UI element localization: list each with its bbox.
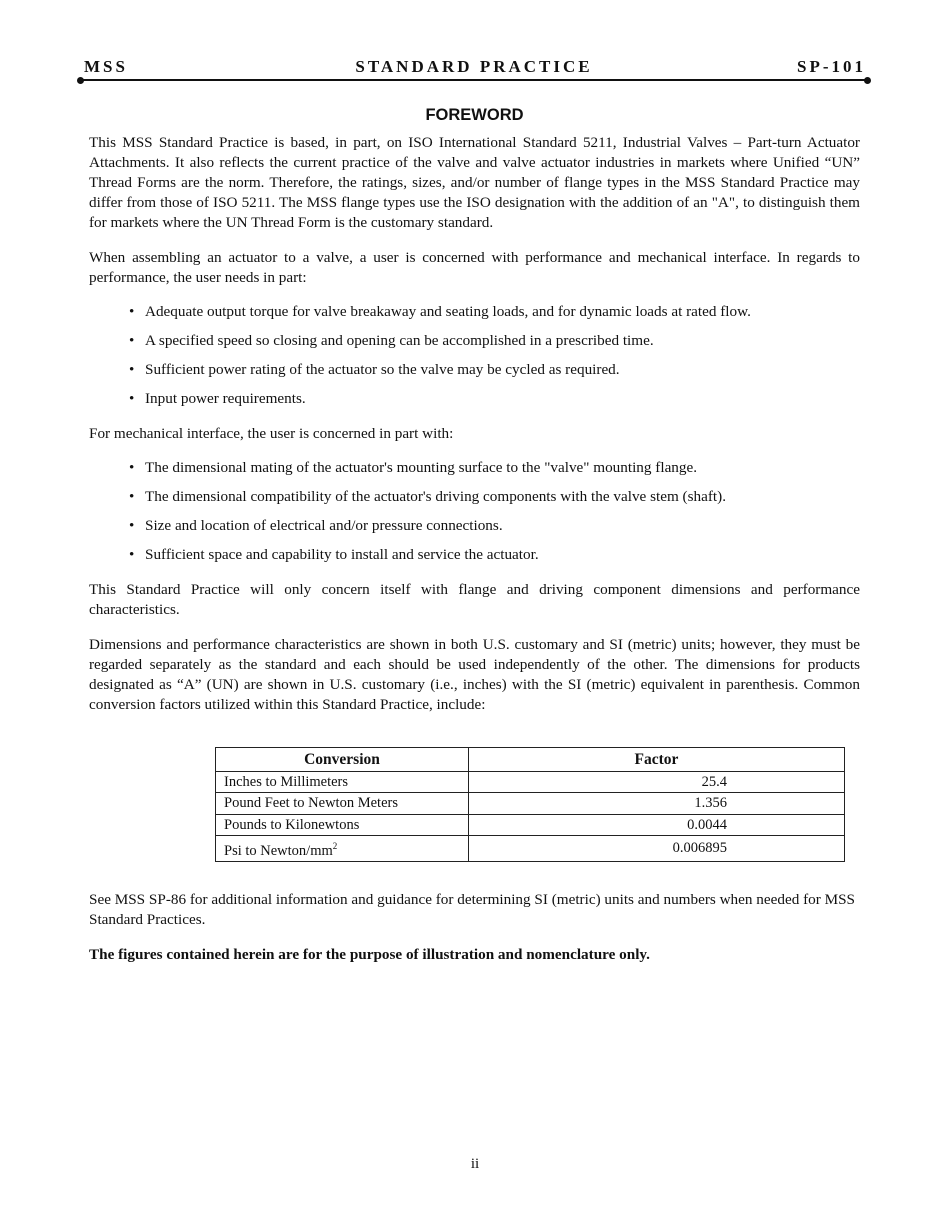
table-cell: 0.0044 [469,814,845,836]
rule-end-dot-left [77,77,84,84]
page-header [78,57,870,81]
list-item: • A specified speed so closing and opening can be accomplished in a prescribed time. [129,331,860,351]
rule-end-dot-right [864,77,871,84]
table-row [216,836,845,862]
mechanical-list [89,458,860,565]
paragraph-units: Dimensions and performance characteristics are shown in both U.S. customary and SI (metric) units; however, they must be regarded separately as the standard and each should be used independently of the other. The dimensions for products designated as “A” (UN) are shown in U.S. customary (i.e., inches) with the SI (metric) equivalent in parenthesis. Common conversion factors utilized within this Standard Practice, include: [89,636,860,713]
header-center: STANDARD PRACTICE [355,57,593,76]
list-item: • The dimensional compatibility of the actuator's driving components with the valve stem (shaft). [129,487,860,507]
table-row [216,771,845,793]
header-left: MSS [84,57,128,76]
performance-list [89,302,860,409]
page-title: FOREWORD [425,106,524,124]
list-item: • Sufficient space and capability to install and service the actuator. [129,545,860,565]
header-rule [82,79,868,81]
list-item: • The dimensional mating of the actuator's mounting surface to the "valve" mounting flange. [129,458,860,478]
table-cell: 0.006895 [469,836,845,862]
table-cell [216,836,469,862]
paragraph-intro: This MSS Standard Practice is based, in part, on ISO International Standard 5211, Industrial Valves – Part-turn Actuator Attachments. It also reflects the current practice of the valve and valve actuator industries in markets where Unified “UN” Thread Forms are the norm. Therefore, the ratings, sizes, and/or number of flange types in the MSS Standard Practice may differ from those of ISO 5211. The MSS flange types use the ISO designation with the addition of an "A", to distinguish them for markets where the UN Thread Form is the customary standard. [89,134,860,231]
list-item: • Size and location of electrical and/or pressure connections. [129,516,860,536]
table-cell: Pound Feet to Newton Meters [216,793,469,815]
header-right: SP-101 [797,57,866,76]
table-cell: Pounds to Kilonewtons [216,814,469,836]
table-row [216,814,845,836]
table-cell: Inches to Millimeters [216,771,469,793]
paragraph-performance: When assembling an actuator to a valve, a user is concerned with performance and mechanical interface. In regards to performance, the user needs in part: [89,249,860,286]
table-cell: 25.4 [469,771,845,793]
page-number: ii [470,1156,480,1172]
paragraph-scope: This Standard Practice will only concern itself with flange and driving component dimensions and performance characteristics. [89,581,860,618]
column-header-conversion: Conversion [216,748,469,772]
table-row [216,793,845,815]
conversion-table [215,747,845,862]
page-content [89,104,860,980]
table-header-row [216,748,845,772]
paragraph-reference: See MSS SP-86 for additional information and guidance for determining SI (metric) units and numbers when needed for MSS Standard Practices. [89,891,855,929]
column-header-factor: Factor [469,748,845,772]
cell-text: Psi to Newton/mm [224,842,333,859]
paragraph-mechanical: For mechanical interface, the user is concerned in part with: [89,425,454,442]
list-item: • Sufficient power rating of the actuator so the valve may be cycled as required. [129,360,860,380]
superscript: 2 [332,841,338,851]
list-item: • Input power requirements. [129,389,860,409]
list-item: • Adequate output torque for valve breakaway and seating loads, and for dynamic loads at rated flow. [129,302,860,322]
bold-note: The figures contained herein are for the purpose of illustration and nomenclature only. [89,946,650,964]
table-cell: 1.356 [469,793,845,815]
